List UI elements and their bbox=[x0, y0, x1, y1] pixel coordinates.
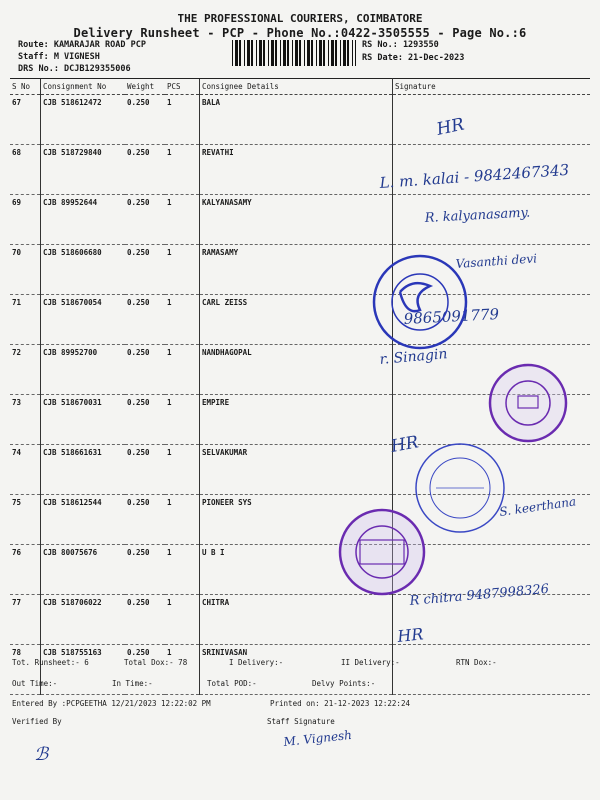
barcode-bar bbox=[271, 40, 274, 66]
row-sno: 78 bbox=[10, 645, 41, 695]
table-row bbox=[10, 495, 590, 545]
row-consignee: SELVAKUMAR bbox=[200, 445, 393, 495]
footer-totals bbox=[12, 658, 497, 667]
signature-cell bbox=[393, 495, 591, 545]
row-consignment: CJB 80075676 bbox=[41, 545, 126, 595]
row-sno: 74 bbox=[10, 445, 41, 495]
signature-cell bbox=[393, 395, 591, 445]
table-row bbox=[10, 95, 590, 145]
row-pcs: 1 bbox=[165, 245, 200, 295]
signature-cell bbox=[393, 445, 591, 495]
barcode-bar bbox=[244, 40, 245, 66]
row-sno: 70 bbox=[10, 245, 41, 295]
barcode-bar bbox=[251, 40, 253, 66]
signature-cell bbox=[393, 195, 591, 245]
printed-on: Printed on: 21-12-2023 12:22:24 bbox=[270, 699, 410, 708]
footer-entry bbox=[12, 699, 410, 708]
table-row bbox=[10, 595, 590, 645]
signature-72: r. Sinagin bbox=[378, 346, 449, 368]
row-consignment: CJB 518612544 bbox=[41, 495, 126, 545]
row-sno: 69 bbox=[10, 195, 41, 245]
barcode-bar bbox=[295, 40, 298, 66]
col-pcs: PCS bbox=[165, 79, 200, 95]
ii-delivery: II Delivery:- bbox=[341, 658, 400, 667]
runsheet-title: Delivery Runsheet - PCP - Phone No.:0422-3505555 - Page No.:6 bbox=[73, 26, 527, 40]
barcode-bar bbox=[280, 40, 281, 66]
staff-signature-label: Staff Signature bbox=[267, 717, 335, 726]
barcode-bar bbox=[304, 40, 305, 66]
row-consignee: EMPIRE bbox=[200, 395, 393, 445]
rs-number: RS No.: 1293550 bbox=[362, 40, 439, 50]
row-sno: 77 bbox=[10, 595, 41, 645]
barcode-bar bbox=[319, 40, 322, 66]
row-consignment: CJB 518606680 bbox=[41, 245, 126, 295]
table-row bbox=[10, 445, 590, 495]
barcode-bar bbox=[263, 40, 265, 66]
signature-cell bbox=[393, 145, 591, 195]
signature-78: HR bbox=[396, 624, 425, 646]
row-weight: 0.250 bbox=[125, 195, 165, 245]
in-time: In Time:- bbox=[112, 679, 153, 688]
row-weight: 0.250 bbox=[125, 445, 165, 495]
row-consignee: PIONEER SYS bbox=[200, 495, 393, 545]
barcode-bar bbox=[232, 40, 233, 66]
table-row bbox=[10, 145, 590, 195]
row-consignment: CJB 89952700 bbox=[41, 345, 126, 395]
row-consignee: U B I bbox=[200, 545, 393, 595]
row-pcs: 1 bbox=[165, 395, 200, 445]
runsheet-table bbox=[10, 78, 590, 695]
row-consignee: CHITRA bbox=[200, 595, 393, 645]
barcode-bar bbox=[311, 40, 313, 66]
row-consignee: KALYANASAMY bbox=[200, 195, 393, 245]
row-sno: 67 bbox=[10, 95, 41, 145]
row-weight: 0.250 bbox=[125, 645, 165, 695]
row-consignment: CJB 518729840 bbox=[41, 145, 126, 195]
row-pcs: 1 bbox=[165, 345, 200, 395]
footer-times bbox=[12, 679, 375, 688]
col-weight: Weight bbox=[125, 79, 165, 95]
row-weight: 0.250 bbox=[125, 345, 165, 395]
barcode-bar bbox=[328, 40, 329, 66]
col-sno: S No bbox=[10, 79, 41, 95]
row-sno: 71 bbox=[10, 295, 41, 345]
total-pod: Total POD:- bbox=[207, 679, 257, 688]
barcode-bar bbox=[299, 40, 301, 66]
row-consignment: CJB 518670054 bbox=[41, 295, 126, 345]
signature-cell bbox=[393, 95, 591, 145]
table-row bbox=[10, 345, 590, 395]
barcode-bar bbox=[307, 40, 310, 66]
footer-verify bbox=[12, 717, 335, 726]
row-sno: 68 bbox=[10, 145, 41, 195]
table-row bbox=[10, 395, 590, 445]
row-weight: 0.250 bbox=[125, 295, 165, 345]
barcode-bar bbox=[343, 40, 346, 66]
barcode-bar bbox=[247, 40, 250, 66]
signature-68: L. m. kalai - 9842467343 bbox=[379, 160, 570, 192]
company-name: THE PROFESSIONAL COURIERS, COIMBATORE bbox=[177, 12, 423, 25]
row-pcs: 1 bbox=[165, 295, 200, 345]
row-consignee: SRINIVASAN bbox=[200, 645, 393, 695]
row-consignment: CJB 518670031 bbox=[41, 395, 126, 445]
barcode-bar bbox=[316, 40, 317, 66]
table-row bbox=[10, 195, 590, 245]
row-weight: 0.250 bbox=[125, 95, 165, 145]
route-label: Route: KAMARAJAR ROAD PCP bbox=[18, 40, 146, 50]
barcode-bar bbox=[239, 40, 241, 66]
barcode-bar bbox=[259, 40, 262, 66]
drs-number: DRS No.: DCJB129355006 bbox=[18, 64, 131, 74]
signature-cell bbox=[393, 345, 591, 395]
barcode-bar bbox=[355, 40, 356, 66]
table-row bbox=[10, 245, 590, 295]
row-consignee: REVATHI bbox=[200, 145, 393, 195]
tot-runsheet: Tot. Runsheet:- 6 bbox=[12, 658, 89, 667]
signature-cell bbox=[393, 245, 591, 295]
signature-cell bbox=[393, 295, 591, 345]
signature-71: 9865091779 bbox=[403, 305, 500, 328]
row-pcs: 1 bbox=[165, 145, 200, 195]
row-weight: 0.250 bbox=[125, 395, 165, 445]
row-weight: 0.250 bbox=[125, 545, 165, 595]
signature-69: R. kalyanasamy. bbox=[424, 205, 531, 226]
staff-label: Staff: M VIGNESH bbox=[18, 52, 100, 62]
barcode-bar bbox=[352, 40, 353, 66]
signature-cell bbox=[393, 595, 591, 645]
row-pcs: 1 bbox=[165, 95, 200, 145]
row-consignee: BALA bbox=[200, 95, 393, 145]
row-consignee: CARL ZEISS bbox=[200, 295, 393, 345]
row-weight: 0.250 bbox=[125, 245, 165, 295]
rs-date: RS Date: 21-Dec-2023 bbox=[362, 53, 465, 63]
row-sno: 73 bbox=[10, 395, 41, 445]
col-consignee: Consignee Details bbox=[200, 79, 393, 95]
signature-cell bbox=[393, 545, 591, 595]
row-weight: 0.250 bbox=[125, 595, 165, 645]
rtn-dox: RTN Dox:- bbox=[456, 658, 497, 667]
signature-75: S. keerthana bbox=[498, 494, 577, 519]
verified-mark: ℬ bbox=[34, 744, 49, 765]
barcode bbox=[232, 40, 356, 66]
row-consignment: CJB 518755163 bbox=[41, 645, 126, 695]
row-pcs: 1 bbox=[165, 495, 200, 545]
signature-67: HR bbox=[434, 114, 467, 140]
row-pcs: 1 bbox=[165, 595, 200, 645]
col-consignment: Consignment No bbox=[41, 79, 126, 95]
entered-by: Entered By :PCPGEETHA 12/21/2023 12:22:02 PM bbox=[12, 699, 211, 708]
signature-77: R chitra 9487998326 bbox=[409, 581, 550, 609]
barcode-bar bbox=[331, 40, 334, 66]
out-time: Out Time:- bbox=[12, 679, 58, 688]
i-delivery: I Delivery:- bbox=[229, 658, 284, 667]
row-consignment: CJB 518612472 bbox=[41, 95, 126, 145]
row-consignment: CJB 518661631 bbox=[41, 445, 126, 495]
signature-cell bbox=[393, 645, 591, 695]
barcode-bar bbox=[287, 40, 289, 66]
row-pcs: 1 bbox=[165, 545, 200, 595]
row-weight: 0.250 bbox=[125, 495, 165, 545]
row-consignee: NANDHAGOPAL bbox=[200, 345, 393, 395]
row-pcs: 1 bbox=[165, 445, 200, 495]
delvy-points: Delvy Points:- bbox=[312, 679, 376, 688]
row-consignment: CJB 518706022 bbox=[41, 595, 126, 645]
row-weight: 0.250 bbox=[125, 145, 165, 195]
barcode-bar bbox=[347, 40, 349, 66]
table-header-row bbox=[10, 79, 590, 95]
row-sno: 75 bbox=[10, 495, 41, 545]
total-dox: Total Dox:- 78 bbox=[124, 658, 188, 667]
barcode-bar bbox=[292, 40, 293, 66]
row-consignee: RAMASAMY bbox=[200, 245, 393, 295]
row-pcs: 1 bbox=[165, 195, 200, 245]
row-pcs: 1 bbox=[165, 645, 200, 695]
verified-by: Verified By bbox=[12, 717, 62, 726]
signature-70: Vasanthi devi bbox=[455, 251, 538, 271]
table-row bbox=[10, 295, 590, 345]
barcode-bar bbox=[340, 40, 341, 66]
col-signature: Signature bbox=[393, 79, 591, 95]
row-consignment: CJB 89952644 bbox=[41, 195, 126, 245]
table-row bbox=[10, 545, 590, 595]
barcode-bar bbox=[268, 40, 269, 66]
staff-signature: M. Vignesh bbox=[282, 727, 353, 749]
barcode-bar bbox=[323, 40, 325, 66]
barcode-bar bbox=[235, 40, 238, 66]
barcode-bar bbox=[335, 40, 337, 66]
row-sno: 72 bbox=[10, 345, 41, 395]
barcode-bar bbox=[283, 40, 286, 66]
row-sno: 76 bbox=[10, 545, 41, 595]
barcode-bar bbox=[256, 40, 257, 66]
signature-74: HR bbox=[389, 432, 421, 457]
barcode-bar bbox=[275, 40, 277, 66]
